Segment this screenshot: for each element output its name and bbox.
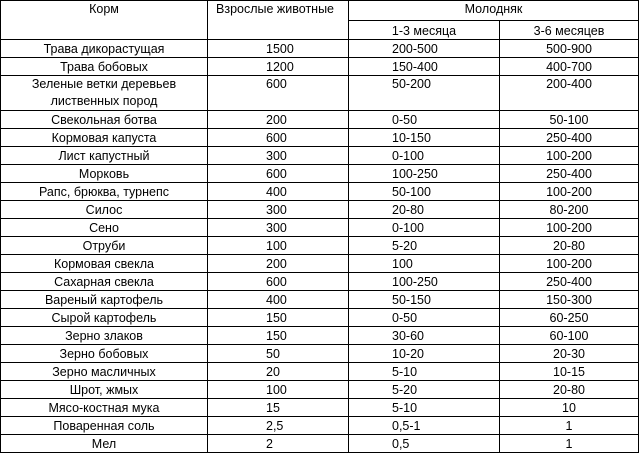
adult-value-cell: 150 — [208, 309, 349, 327]
table-body — [1, 1, 639, 453]
young-3-6-value-cell: 150-300 — [500, 291, 639, 309]
adult-value-cell: 300 — [208, 147, 349, 165]
feed-name-cell: Шрот, жмых — [1, 381, 208, 399]
feed-name-cell: Сено — [1, 219, 208, 237]
table-row — [1, 273, 639, 291]
young-1-3-value-cell: 50-100 — [349, 183, 500, 201]
table-row — [1, 76, 639, 111]
adult-value-cell: 1500 — [208, 40, 349, 58]
feed-name-cell: Зерно бобовых — [1, 345, 208, 363]
header-feed: Корм — [1, 1, 208, 40]
table-row — [1, 58, 639, 76]
young-1-3-value-cell: 100 — [349, 255, 500, 273]
young-1-3-value-cell: 20-80 — [349, 201, 500, 219]
feed-name-cell: Мясо-костная мука — [1, 399, 208, 417]
table-row — [1, 129, 639, 147]
young-1-3-value-cell: 0,5 — [349, 435, 500, 453]
young-3-6-value-cell: 100-200 — [500, 255, 639, 273]
young-1-3-value-cell: 100-250 — [349, 273, 500, 291]
adult-value-cell: 2,5 — [208, 417, 349, 435]
table-row — [1, 417, 639, 435]
young-3-6-value-cell: 10-15 — [500, 363, 639, 381]
feed-name-cell: Поваренная соль — [1, 417, 208, 435]
young-1-3-value-cell: 100-250 — [349, 165, 500, 183]
young-3-6-value-cell: 10 — [500, 399, 639, 417]
feed-name-cell: Мел — [1, 435, 208, 453]
feed-name-cell: Рапс, брюква, турнепс — [1, 183, 208, 201]
adult-value-cell: 600 — [208, 165, 349, 183]
feed-name-cell: Зерно масличных — [1, 363, 208, 381]
young-3-6-value-cell: 20-80 — [500, 381, 639, 399]
adult-value-cell: 50 — [208, 345, 349, 363]
feed-name-cell: Зеленые ветки деревьев лиственных пород — [1, 76, 208, 111]
young-1-3-value-cell: 10-20 — [349, 345, 500, 363]
young-1-3-value-cell: 10-150 — [349, 129, 500, 147]
young-1-3-value-cell: 0-50 — [349, 309, 500, 327]
young-3-6-value-cell: 400-700 — [500, 58, 639, 76]
table-row — [1, 255, 639, 273]
feed-name-cell: Морковь — [1, 165, 208, 183]
adult-value-cell: 400 — [208, 183, 349, 201]
table-row — [1, 201, 639, 219]
young-1-3-value-cell: 200-500 — [349, 40, 500, 58]
young-1-3-value-cell: 0-100 — [349, 219, 500, 237]
young-1-3-value-cell: 30-60 — [349, 327, 500, 345]
table-row — [1, 40, 639, 58]
young-3-6-value-cell: 20-80 — [500, 237, 639, 255]
feed-name-cell: Лист капустный — [1, 147, 208, 165]
table-row — [1, 183, 639, 201]
header-young-1-3: 1-3 месяца — [349, 21, 500, 40]
young-3-6-value-cell: 100-200 — [500, 147, 639, 165]
feed-name-cell: Сахарная свекла — [1, 273, 208, 291]
feed-name-cell: Отруби — [1, 237, 208, 255]
adult-value-cell: 150 — [208, 327, 349, 345]
young-1-3-value-cell: 5-20 — [349, 237, 500, 255]
header-adult-animals: Взрослые животные — [208, 1, 349, 40]
young-3-6-value-cell: 50-100 — [500, 111, 639, 129]
table-row — [1, 219, 639, 237]
young-3-6-value-cell: 500-900 — [500, 40, 639, 58]
adult-value-cell: 600 — [208, 273, 349, 291]
adult-value-cell: 15 — [208, 399, 349, 417]
table-row — [1, 435, 639, 453]
table-row — [1, 111, 639, 129]
young-1-3-value-cell: 50-200 — [349, 76, 500, 111]
young-3-6-value-cell: 20-30 — [500, 345, 639, 363]
young-3-6-value-cell: 1 — [500, 435, 639, 453]
adult-value-cell: 600 — [208, 129, 349, 147]
young-1-3-value-cell: 50-150 — [349, 291, 500, 309]
feed-name-cell: Кормовая свекла — [1, 255, 208, 273]
table-row — [1, 165, 639, 183]
table-row — [1, 399, 639, 417]
young-3-6-value-cell: 250-400 — [500, 129, 639, 147]
feed-name-cell: Трава бобовых — [1, 58, 208, 76]
adult-value-cell: 100 — [208, 381, 349, 399]
young-3-6-value-cell: 100-200 — [500, 219, 639, 237]
adult-value-cell: 600 — [208, 76, 349, 111]
young-3-6-value-cell: 1 — [500, 417, 639, 435]
young-1-3-value-cell: 0-50 — [349, 111, 500, 129]
header-young: Молодняк — [349, 1, 639, 21]
feed-name-cell: Сырой картофель — [1, 309, 208, 327]
adult-value-cell: 400 — [208, 291, 349, 309]
feed-name-cell: Кормовая капуста — [1, 129, 208, 147]
young-3-6-value-cell: 60-250 — [500, 309, 639, 327]
table-row — [1, 291, 639, 309]
table-row — [1, 327, 639, 345]
young-3-6-value-cell: 80-200 — [500, 201, 639, 219]
young-3-6-value-cell: 100-200 — [500, 183, 639, 201]
young-1-3-value-cell: 5-10 — [349, 399, 500, 417]
adult-value-cell: 100 — [208, 237, 349, 255]
young-1-3-value-cell: 5-20 — [349, 381, 500, 399]
feed-name-cell: Трава дикорастущая — [1, 40, 208, 58]
feed-name-cell: Силос — [1, 201, 208, 219]
feed-name-cell: Зерно злаков — [1, 327, 208, 345]
adult-value-cell: 2 — [208, 435, 349, 453]
young-1-3-value-cell: 0,5-1 — [349, 417, 500, 435]
adult-value-cell: 200 — [208, 111, 349, 129]
adult-value-cell: 300 — [208, 201, 349, 219]
table-row — [1, 237, 639, 255]
table-row — [1, 381, 639, 399]
header-row-top — [1, 1, 639, 21]
adult-value-cell: 1200 — [208, 58, 349, 76]
young-3-6-value-cell: 250-400 — [500, 273, 639, 291]
table-row — [1, 363, 639, 381]
adult-value-cell: 300 — [208, 219, 349, 237]
adult-value-cell: 200 — [208, 255, 349, 273]
table-row — [1, 345, 639, 363]
feed-name-cell: Свекольная ботва — [1, 111, 208, 129]
young-1-3-value-cell: 150-400 — [349, 58, 500, 76]
young-3-6-value-cell: 200-400 — [500, 76, 639, 111]
header-young-3-6: 3-6 месяцев — [500, 21, 639, 40]
table-row — [1, 309, 639, 327]
young-1-3-value-cell: 5-10 — [349, 363, 500, 381]
young-3-6-value-cell: 60-100 — [500, 327, 639, 345]
adult-value-cell: 20 — [208, 363, 349, 381]
young-1-3-value-cell: 0-100 — [349, 147, 500, 165]
feed-name-cell: Вареный картофель — [1, 291, 208, 309]
table-row — [1, 147, 639, 165]
young-3-6-value-cell: 250-400 — [500, 165, 639, 183]
